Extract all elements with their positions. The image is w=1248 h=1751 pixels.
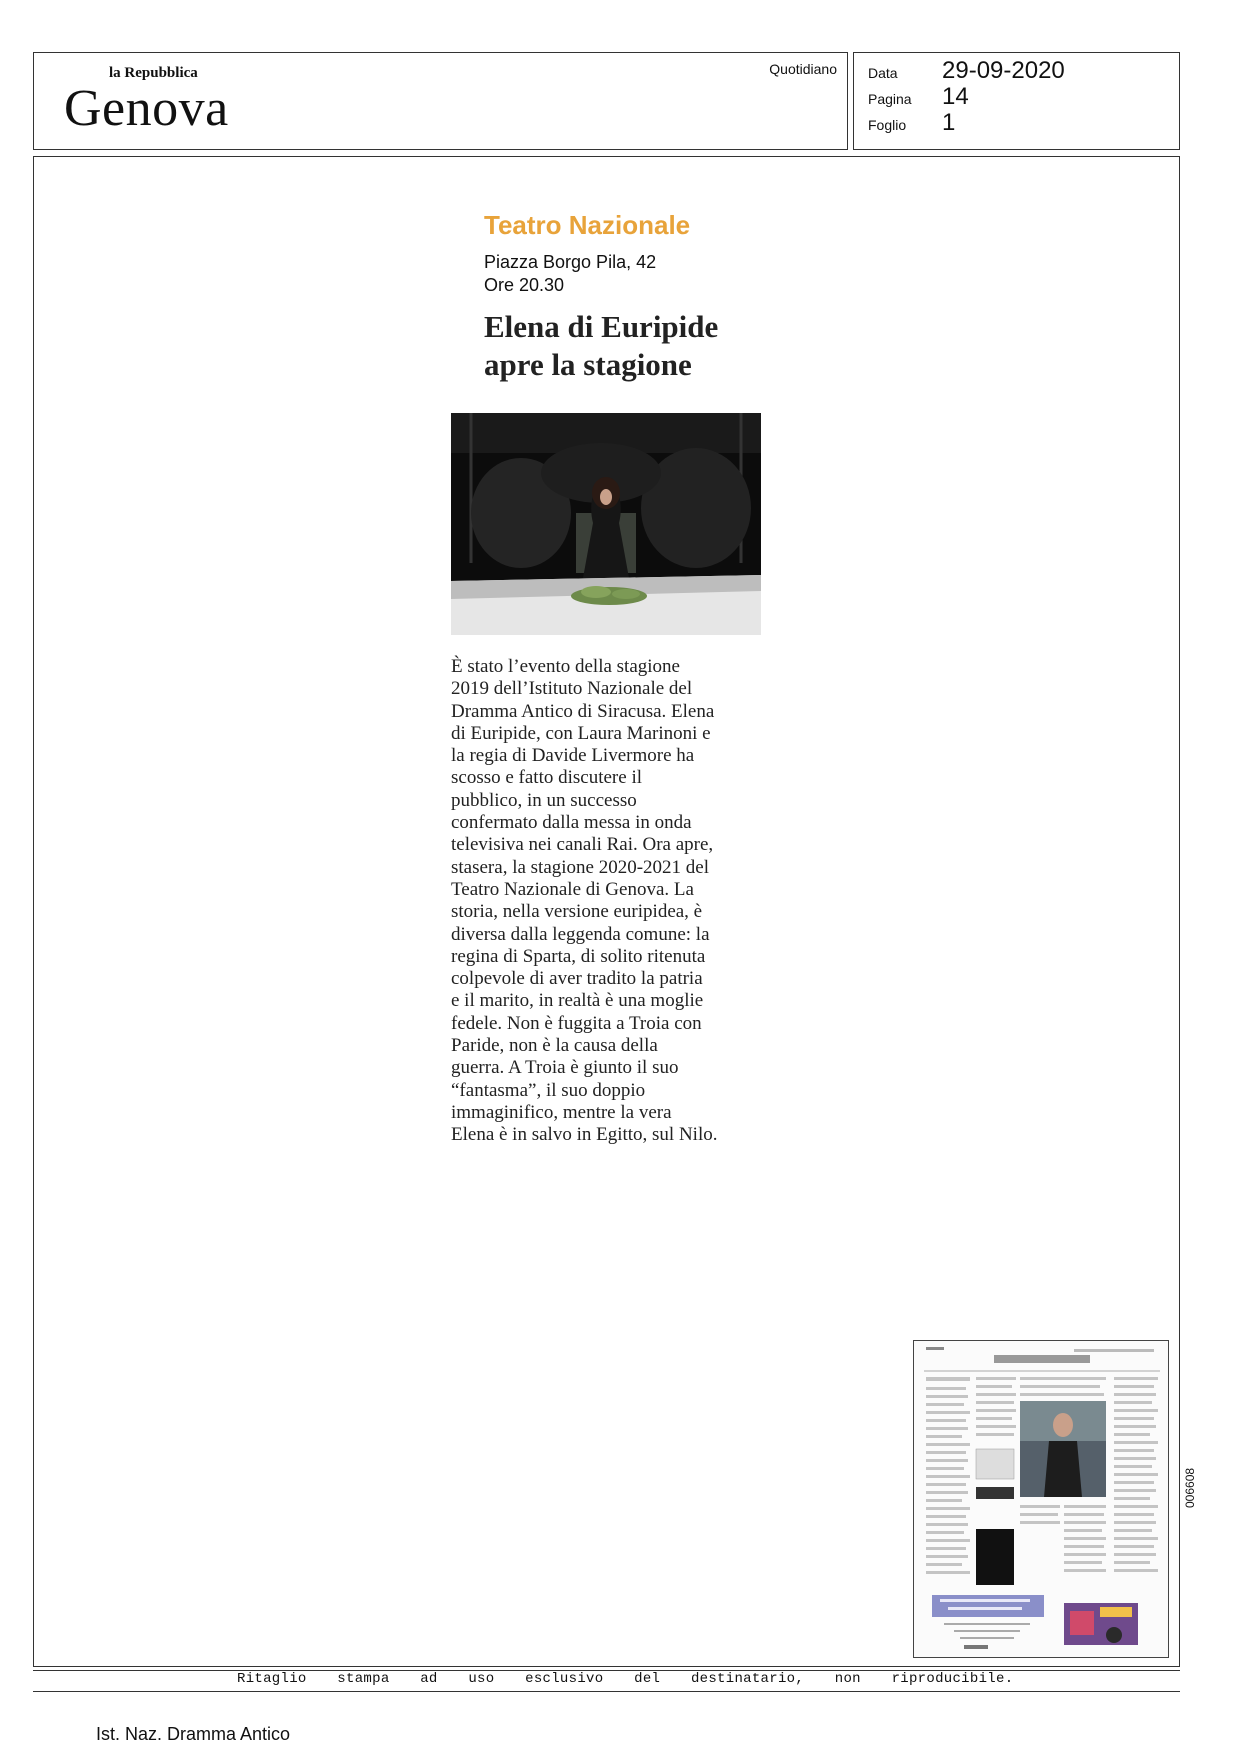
stage-photo-illustration [451,413,761,635]
meta-value-data: 29-09-2020 [942,57,1065,84]
body-line: Teatro Nazionale di Genova. La [451,878,694,900]
footer-disclaimer: Ritaglio stampa ad uso esclusivo del destinatario, non riproducibile. [237,1671,1014,1687]
body-line: diversa dalla leggenda comune: la [451,923,710,945]
article-body [451,656,771,1147]
body-line: Paride, non è la causa della [451,1035,658,1057]
body-line: Dramma Antico di Siracusa. Elena [451,700,715,722]
body-line: guerra. A Troia è giunto il suo [451,1057,679,1079]
body-line: immaginifico, mentre la vera [451,1101,672,1123]
meta-label-pagina: Pagina [868,91,912,107]
body-line: Elena è in salvo in Egitto, sul Nilo. [451,1124,718,1146]
body-line: di Euripide, con Laura Marinoni e [451,722,711,744]
page-thumbnail-illustration [914,1341,1169,1658]
meta-value-foglio: 1 [942,109,956,136]
body-line: È stato l’evento della stagione [451,656,680,677]
body-line: fedele. Non è fuggita a Troia con [451,1012,702,1034]
article-venue [484,251,656,297]
body-line: “fantasma”, il suo doppio [451,1079,646,1101]
metadata-box [853,52,1180,150]
side-code: 006608 [1183,1467,1197,1508]
venue-address: Piazza Borgo Pila, 42 [484,252,657,272]
stage-photo [451,413,761,635]
masthead-small: la Repubblica [109,65,198,81]
body-line: e il marito, in realtà è una moglie [451,990,704,1012]
body-line: regina di Sparta, di solito ritenuta [451,945,706,967]
meta-value-pagina: 14 [942,83,969,110]
body-line: pubblico, in un successo [451,789,637,811]
source-label: Ist. Naz. Dramma Antico [96,1724,291,1744]
body-line: scosso e fatto discutere il [451,767,643,789]
body-line: 2019 dell’Istituto Nazionale del [451,678,693,700]
body-line: televisiva nei canali Rai. Ora apre, [451,834,714,856]
page-thumbnail [913,1340,1169,1658]
meta-label-foglio: Foglio [868,117,907,133]
body-line: la regia di Davide Livermore ha [451,745,695,767]
event-time: Ore 20.30 [484,275,565,295]
body-line: colpevole di aver tradito la patria [451,968,703,990]
publication-type: Quotidiano [769,61,837,77]
body-line: confermato dalla messa in onda [451,812,692,834]
masthead-title: Genova [64,80,229,137]
headline-line-2: apre la stagione [484,347,692,382]
body-line: storia, nella versione euripidea, è [451,901,703,923]
headline-line-1: Elena di Euripide [484,309,719,344]
body-line: stasera, la stagione 2020-2021 del [451,856,710,878]
masthead-box [33,52,848,150]
meta-label-data: Data [868,65,898,81]
article-headline [484,308,784,384]
article-kicker: Teatro Nazionale [484,210,691,240]
